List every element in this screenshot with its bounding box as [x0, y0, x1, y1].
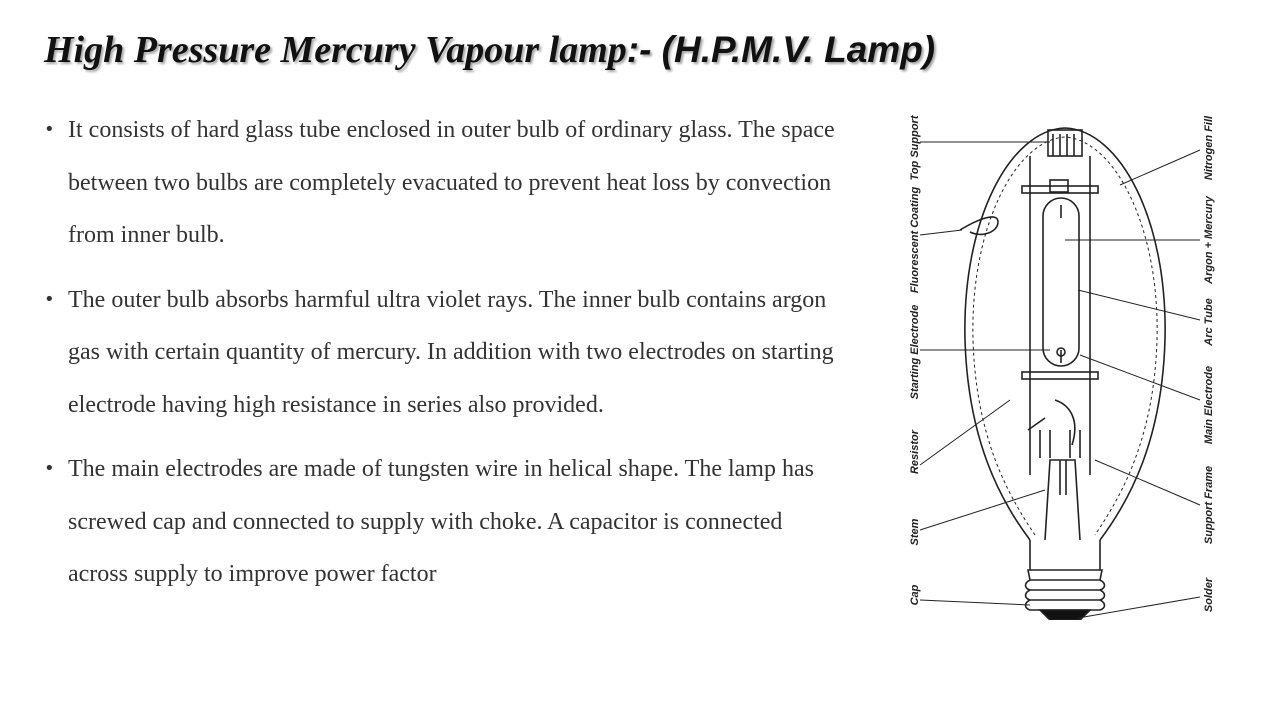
label-arc-tube: Arc Tube [1203, 298, 1215, 346]
label-top-support: Top Support [909, 115, 921, 181]
bullet-icon: • [44, 288, 55, 310]
label-fluorescent-coating: Fluorescent Coating [909, 186, 921, 294]
title-suffix: :- (H.P.M.V. Lamp) [626, 29, 936, 70]
page-title [44, 28, 935, 72]
label-starting-electrode: Starting Electrode [909, 304, 921, 400]
bulb-neck [1030, 540, 1100, 570]
cap [1026, 570, 1105, 610]
bullet-item [44, 274, 844, 432]
stem [1045, 460, 1080, 540]
label-nitrogen-fill: Nitrogen Fill [1203, 115, 1215, 181]
label-resistor: Resistor [909, 429, 921, 475]
label-stem: Stem [909, 518, 921, 546]
bullet-icon: • [44, 119, 55, 140]
lower-crossbar [1022, 372, 1098, 379]
label-cap: Cap [909, 584, 921, 606]
label-argon-mercury: Argon + Mercury [1203, 196, 1215, 284]
bullet-icon: • [44, 458, 55, 479]
bullet-list [44, 104, 844, 613]
solder [1040, 610, 1090, 620]
bullet-text: The outer bulb absorbs harmful ultra violet rays. The inner bulb contains argon gas with certain quantity of mercury. In addition with two electrodes on starting electrode having high resistance in series also provided. [68, 286, 834, 418]
lamp-diagram [900, 100, 1230, 620]
bullet-text: The main electrodes are made of tungsten wire in helical shape. The lamp has screwed cap and connected to supply with choke. A capacitor is connected across supply to improve power factor [68, 456, 814, 587]
title-main: High Pressure Mercury Vapour lamp [44, 29, 627, 71]
bullet-text: It consists of hard glass tube enclosed in outer bulb of ordinary glass. The space between two bulbs are completely evacuated to prevent heat loss by convection from inner bulb. [68, 117, 835, 248]
arc-tube [1043, 198, 1079, 366]
outer-bulb [965, 128, 1165, 540]
bullet-item [44, 104, 844, 262]
label-solder: Solder [1203, 577, 1215, 613]
label-support-frame: Support Frame [1203, 465, 1215, 545]
label-main-electrode: Main Electrode [1203, 365, 1215, 445]
bullet-item [44, 443, 844, 601]
